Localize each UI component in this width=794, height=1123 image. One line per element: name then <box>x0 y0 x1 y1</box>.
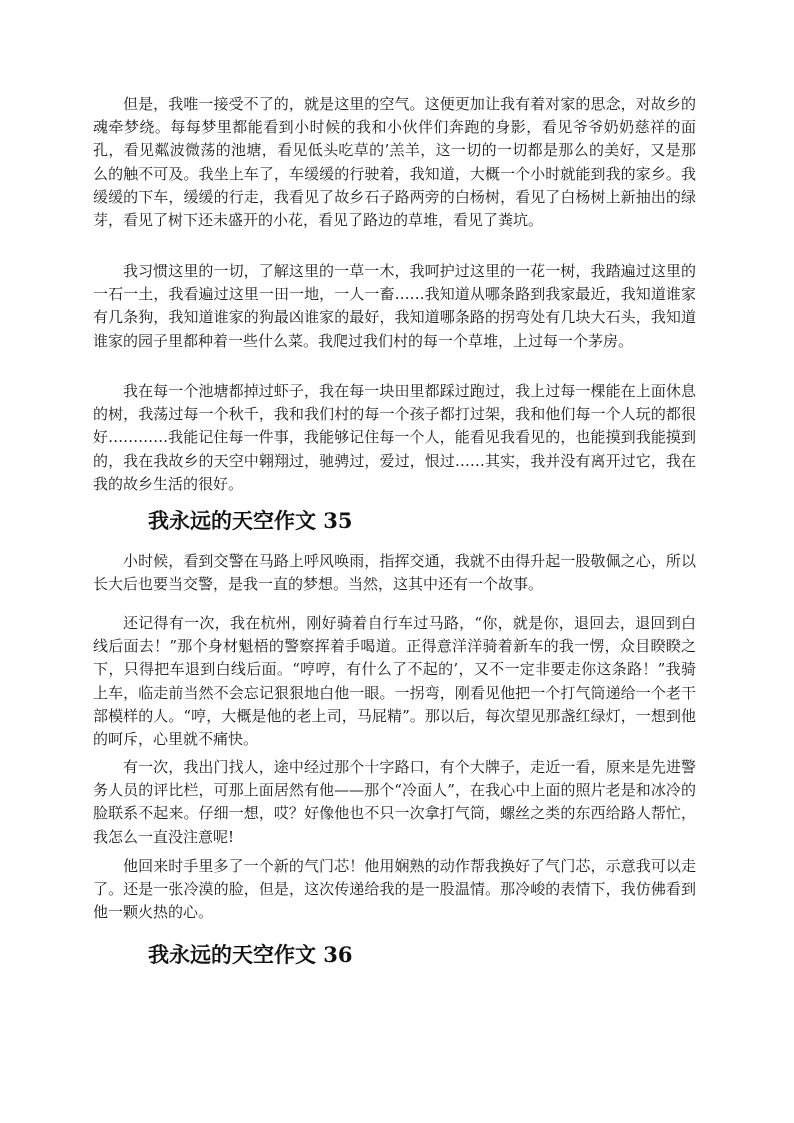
paragraph: 但是，我唯一接受不了的，就是这里的空气。这便更加让我有着对家的思念，对故乡的魂牵梦绕。每每梦里都能看到小时候的我和小伙伴们奔跑的身影，看见爷爷奶奶慈祥的面孔，看见粼波微荡的池塘，看见低头吃草的’羔羊，这一切的一切都是那么的美好，又是那么的触不可及。我坐上车了，车缓缓的行驶着，我知道，大概一个小时就能到我的家乡。我缓缓的下车，缓缓的行走，我看见了故乡石子路两旁的白杨树，看见了白杨树上新抽出的绿芽，看见了树下还未盛开的小花，看见了路边的草堆，看见了粪坑。 <box>93 95 696 230</box>
paragraph: 有一次，我出门找人，途中经过那个十字路口，有个大牌子，走近一看，原来是先进警务人员的评比栏，可那上面居然有他——那个“冷面人”，在我心中上面的照片老是和冰冷的脸联系不起来。仔细一想，哎？好像他也不只一次拿打气筒，螺丝之类的东西给路人帮忙，我怎么一直没注意呢! <box>93 758 696 846</box>
section-heading: 我永远的天空作文 36 <box>148 942 353 967</box>
paragraph: 还记得有一次，我在杭州，刚好骑着自行车过马路，“你，就是你，退回去，退回到白线后面去！”那个身材魁梧的警察挥着手喝道。正得意洋洋骑着新车的我一愣，众目睽睽之下，只得把车退到白线后面。“哼哼，有什么了不起的’，又不一定非要走你这条路！”我骑上车，临走前当然不会忘记狠狠地白他一眼。一拐弯，刚看见他把一个打气筒递给一个老干部模样的人。“哼，大概是他的老上司，马屁精”。那以后，每次望见那盏红绿灯，一想到他的呵斥，心里就不痛快。 <box>93 614 696 749</box>
paragraph: 我习惯这里的一切，了解这里的一草一木，我呵护过这里的一花一树，我踏遍过这里的一石一土，我看遍过这里一田一地，一人一畜……我知道从哪条路到我家最近，我知道谁家有几条狗，我知道谁家的狗最凶谁家的最好，我知道哪条路的拐弯处有几块大石头，我知道谁家的园子里都种着一些什么菜。我爬过我们村的每一个草堆，上过每一个茅房。 <box>93 262 696 350</box>
paragraph: 小时候，看到交警在马路上呼风唤雨，指挥交通，我就不由得升起一股敬佩之心，所以长大后也要当交警，是我一直的梦想。当然，这其中还有一个故事。 <box>93 552 696 594</box>
paragraph: 他回来时手里多了一个新的气门芯！他用娴熟的动作帮我换好了气门芯，示意我可以走了。还是一张冷漠的脸，但是，这次传递给我的是一股温情。那冷峻的表情下，我仿佛看到他一颗火热的心。 <box>93 857 696 922</box>
paragraph: 我在每一个池塘都掉过虾子，我在每一块田里都踩过跑过，我上过每一棵能在上面休息的树，我荡过每一个秋千，我和我们村的每一个孩子都打过架，我和他们每一个人玩的都很好…………我能记住每一件事，我能够记住每一个人，能看见我看见的，也能摸到我能摸到的，我在我故乡的天空中翱翔过，驰骋过，爱过，恨过……其实，我并没有离开过它，我在我的故乡生活的很好。 <box>93 382 696 493</box>
section-heading: 我永远的天空作文 35 <box>148 508 353 533</box>
